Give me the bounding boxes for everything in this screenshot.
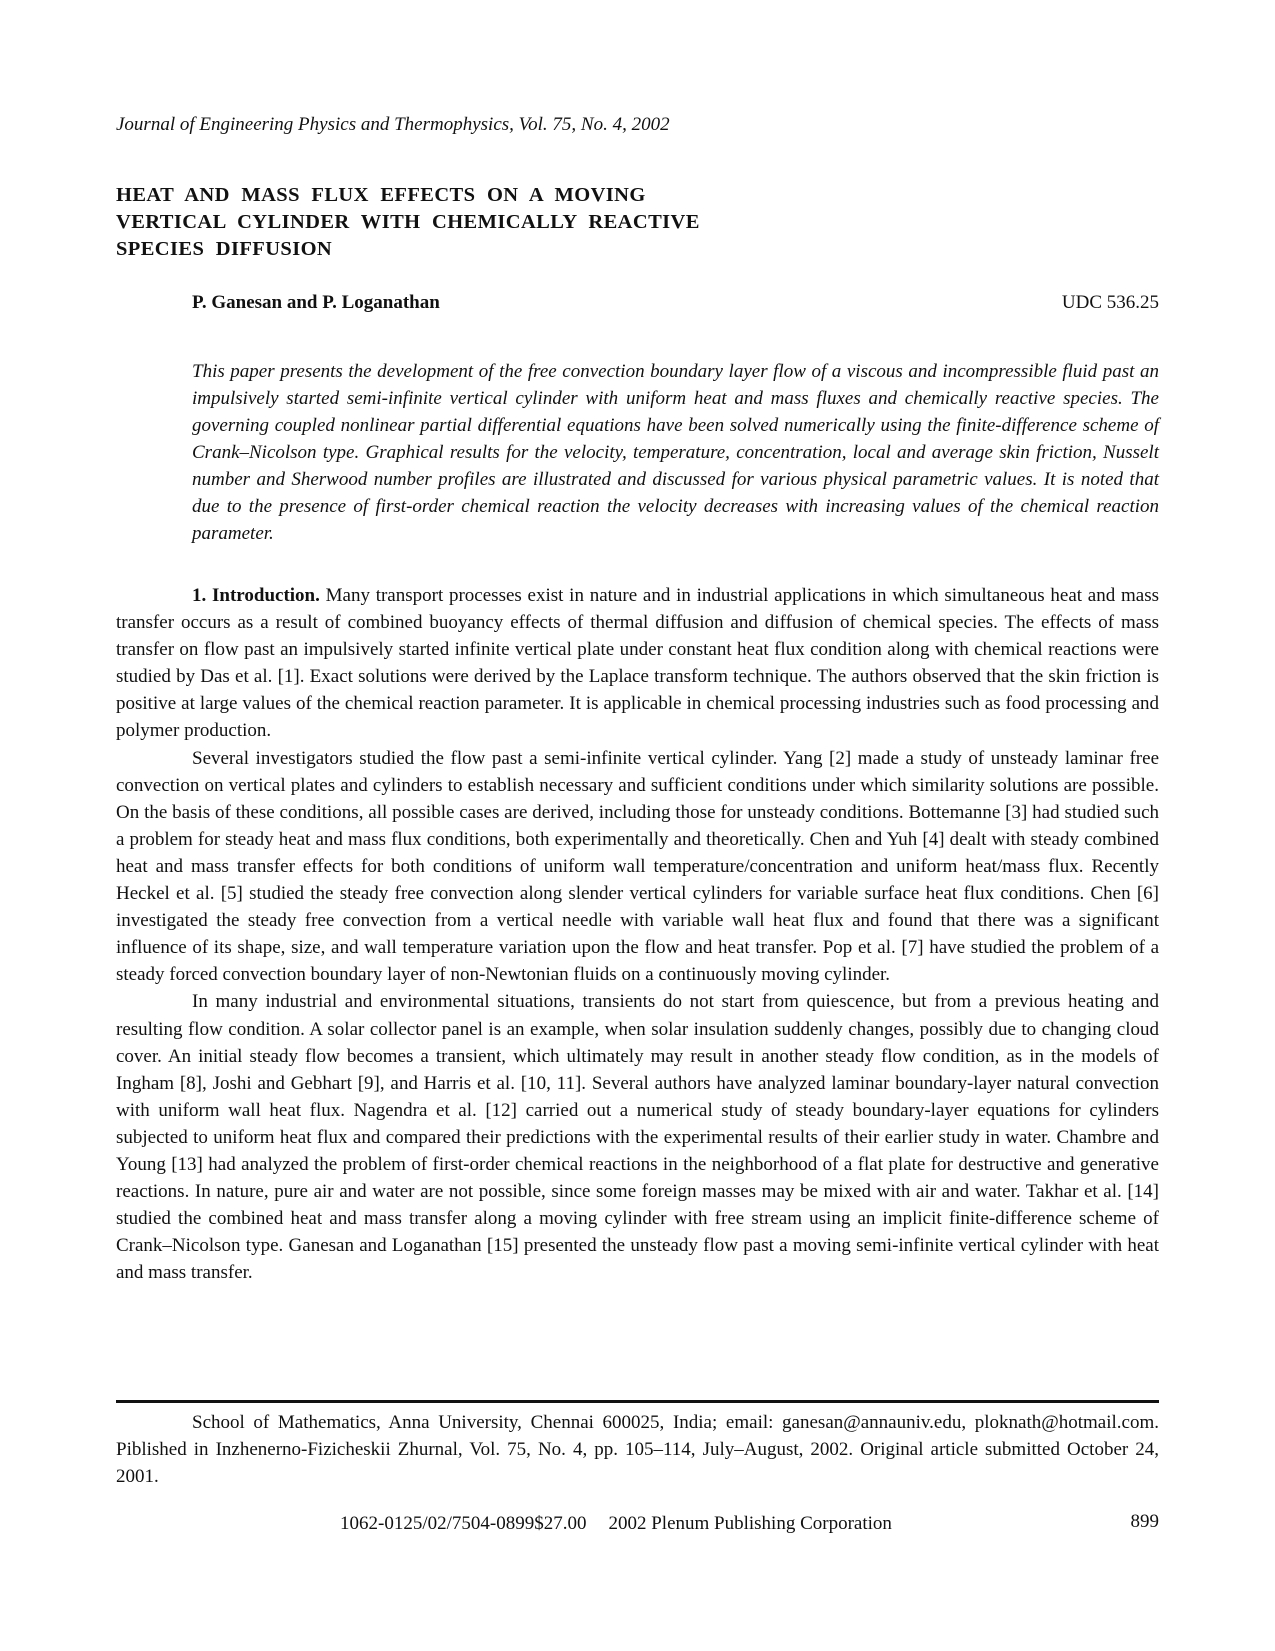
paragraph: Several investigators studied the flow past a semi-infinite vertical cylinder. Yang [2] made a study of unsteady laminar free convection on vertical plates and cylinders to establish necessary and sufficient conditions under which similarity solutions are possible. On the basis of these conditions, all possible cases are derived, including those for unsteady conditions. Bottemanne [3] had studied such a problem for steady heat and mass flux conditions, both experimentally and theoretically. Chen and Yuh [4] dealt with steady combined heat and mass transfer effects for both conditions of uniform wall temperature/concentration and uniform heat/mass flux. Recently Heckel et al. [5] studied the steady free convection along slender vertical cylinders for variable surface heat flux conditions. Chen [6] investigated the steady free convection from a vertical needle with variable wall heat flux and found that there was a significant influence of its shape, size, and wall temperature variation upon the flow and heat transfer. Pop et al. [7] have studied the problem of a steady forced convection boundary layer of non-Newtonian fluids on a continuously moving cylinder. — [116, 747, 1159, 986]
issn-code: 1062-0125/02/7504-0899$27.00 — [340, 1513, 587, 1534]
publisher: 2002 Plenum Publishing Corporation — [608, 1513, 892, 1534]
title-line: SPECIES DIFFUSION — [116, 238, 333, 260]
authors: P. Ganesan and P. Loganathan — [192, 292, 440, 313]
title-line: HEAT AND MASS FLUX EFFECTS ON A MOVING — [116, 184, 646, 206]
udc-code: UDC 536.25 — [1061, 292, 1159, 313]
paragraph: In many industrial and environmental situations, transients do not start from quiescence, but from a previous heating and resulting flow condition. A solar collector panel is an example, when solar insulation suddenly changes, possibly due to changing cloud cover. An initial steady flow becomes a transient, which ultimately may result in another steady flow condition, as in the models of Ingham [8], Joshi and Gebhart [9], and Harris et al. [10, 11]. Several authors have analyzed laminar boundary-layer natural convection with uniform wall heat flux. Nagendra et al. [12] carried out a numerical study of steady boundary-layer equations for cylinders subjected to uniform heat flux and compared their predictions with the experimental results of their earlier study in water. Chambre and Young [13] had analyzed the problem of first-order chemical reactions in the neighborhood of a flat plate for destructive and generative reactions. In nature, pure air and water are not possible, since some foreign masses may be mixed with air and water. Takhar et al. [14] studied the combined heat and mass transfer along a moving cylinder with free stream using an implicit finite-difference scheme of Crank–Nicolson type. Ganesan and Loganathan [15] presented the unsteady flow past a moving semi-infinite vertical cylinder with heat and mass transfer. — [116, 991, 1159, 1284]
abstract: This paper presents the development of the free convection boundary layer flow of a viscous and incompressible fluid past an impulsively started semi-infinite vertical cylinder with uniform heat and mass fluxes and chemically reactive species. The governing coupled nonlinear partial differential equations have been solved numerically using the finite-difference scheme of Crank–Nicolson type. Graphical results for the velocity, temperature, concentration, local and average skin friction, Nusselt number and Sherwood number profiles are illustrated and discussed for various physical parametric values. It is noted that due to the presence of first-order chemical reaction the velocity decreases with increasing values of the chemical reaction parameter. — [192, 361, 1159, 544]
footnote: School of Mathematics, Anna University, Chennai 600025, India; email: ganesan@annauniv.edu, ploknath@hotmail.com. Piblished in Inzhenerno-Fizicheskii Zhurnal, Vol. 75, No. 4, pp. 105–114, July–August, 2002. Original article submitted October 24, 2001. — [116, 1412, 1159, 1487]
article-title — [116, 182, 836, 263]
paragraph-text: Many transport processes exist in nature and in industrial applications in which simultaneous heat and mass transfer occurs as a result of combined buoyancy effects of thermal diffusion and diffusion of chemical species. The effects of mass transfer on flow past an impulsively started infinite vertical plate under constant heat flux condition along with chemical reactions were studied by Das et al. [1]. Exact solutions were derived by the Laplace transform technique. The authors observed that the skin friction is positive at large values of the chemical reaction parameter. It is applicable in chemical processing industries such as food processing and polymer production. — [116, 585, 1159, 742]
footnote-divider — [116, 1400, 1159, 1403]
section-heading: 1. Introduction. — [192, 585, 320, 606]
paragraph — [116, 582, 1159, 745]
footer-line — [340, 1511, 892, 1537]
body-text — [116, 582, 1159, 1286]
journal-citation: Journal of Engineering Physics and Thermophysics, Vol. 75, No. 4, 2002 — [116, 114, 670, 135]
page-number: 899 — [1130, 1511, 1159, 1532]
title-line: VERTICAL CYLINDER WITH CHEMICALLY REACTIVE — [116, 211, 700, 233]
